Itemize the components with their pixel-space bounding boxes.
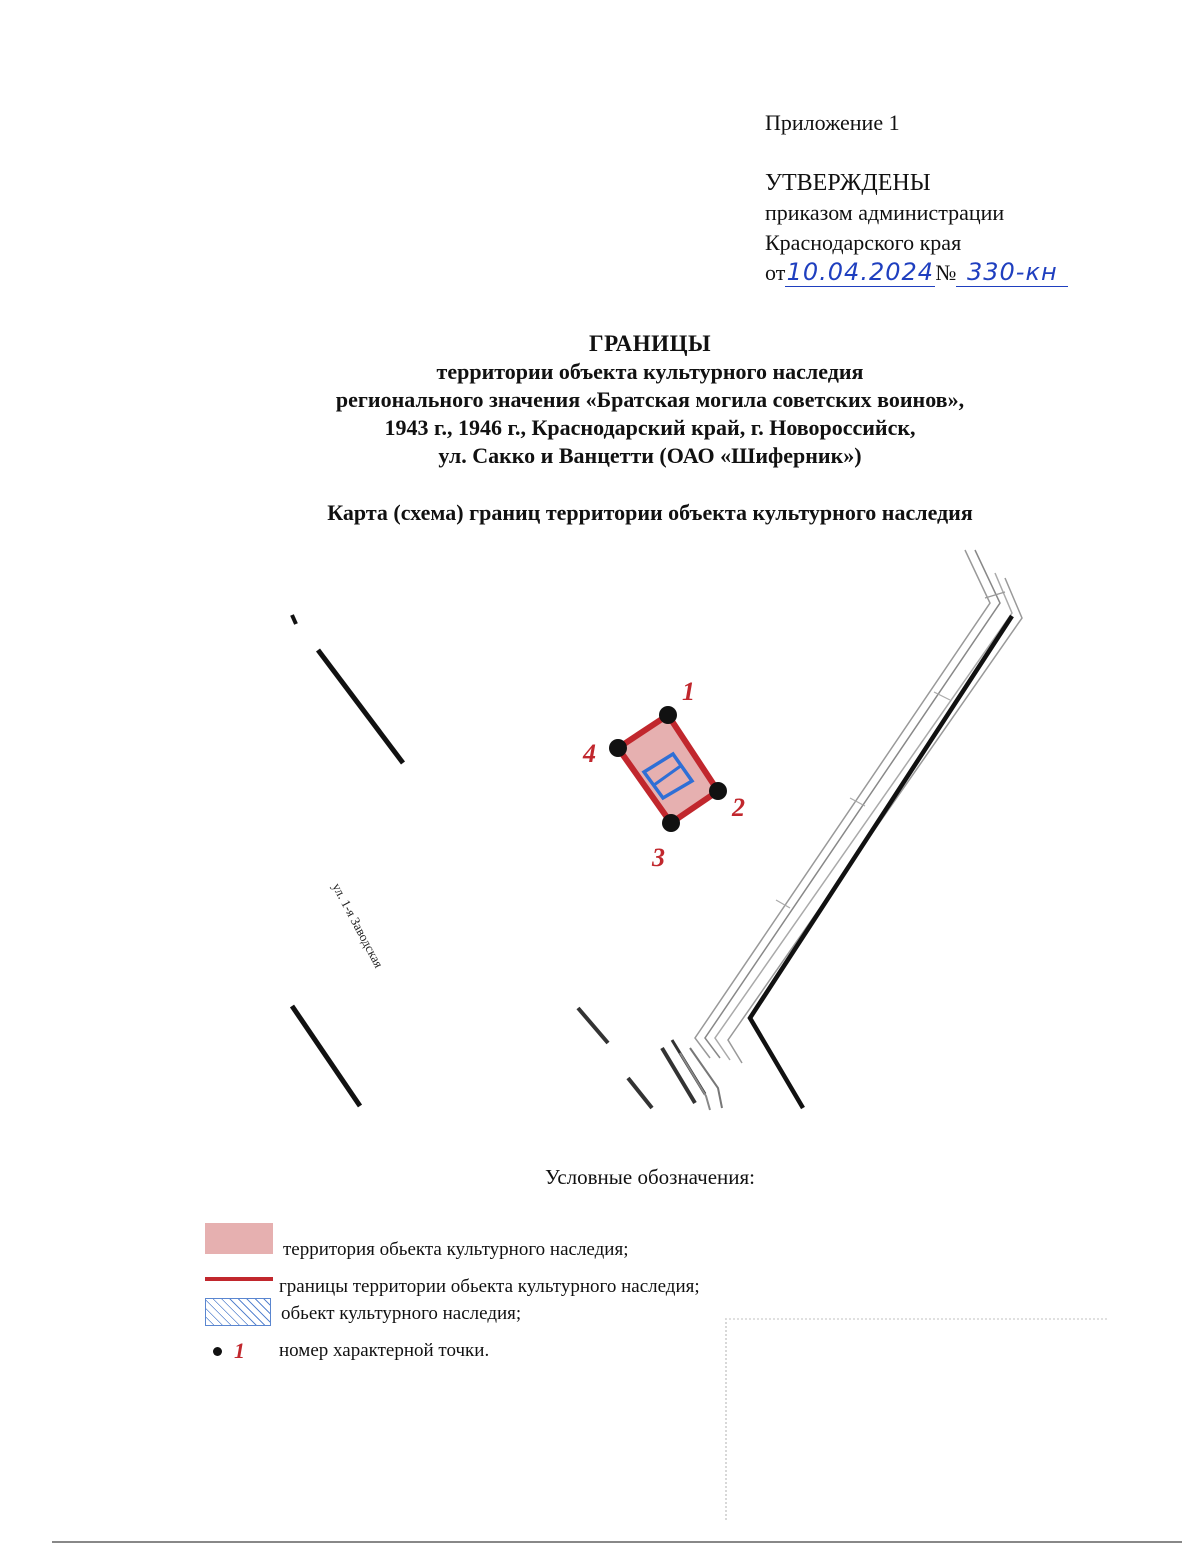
appendix-label: Приложение 1 bbox=[765, 110, 900, 135]
legend-object-label: обьект культурного наследия; bbox=[281, 1303, 522, 1324]
approval-date-number bbox=[765, 258, 1068, 288]
approval-date: 10.04.2024 bbox=[786, 258, 935, 286]
street-label: ул. 1-я Заводская bbox=[329, 880, 387, 971]
faint-stamp bbox=[725, 1318, 1107, 1520]
approval-block bbox=[765, 108, 1068, 288]
number-sign: № bbox=[935, 260, 957, 285]
approval-number: 330-кн bbox=[956, 258, 1068, 287]
map-caption: Карта (схема) границ территории объекта культурного наследия bbox=[327, 500, 973, 525]
boundary-point-4 bbox=[609, 739, 627, 757]
road bbox=[680, 550, 1022, 1110]
page-bottom-edge bbox=[52, 1541, 1182, 1543]
approval-line-1: приказом администрации bbox=[765, 200, 1005, 225]
legend-boundary bbox=[205, 1260, 700, 1298]
street-line-lower bbox=[292, 1006, 360, 1106]
point-label-4: 4 bbox=[583, 739, 596, 768]
point-dot-icon bbox=[213, 1347, 222, 1356]
street-line-upper bbox=[318, 650, 403, 763]
boundary-map bbox=[250, 548, 1030, 1113]
legend-territory-label: территория обьекта культурного наследия; bbox=[283, 1239, 629, 1260]
building-edge bbox=[662, 1048, 695, 1103]
legend-title: Условные обозначения: bbox=[544, 1165, 756, 1189]
boundary-swatch bbox=[205, 1277, 273, 1281]
territory-swatch bbox=[205, 1223, 273, 1254]
building-edge bbox=[628, 1078, 652, 1108]
boundary-point-3 bbox=[662, 814, 680, 832]
title-line-1: территории объекта культурного наследия bbox=[436, 359, 864, 384]
title-line-3: 1943 г., 1946 г., Краснодарский край, г. Новороссийск, bbox=[384, 415, 916, 440]
legend-object bbox=[205, 1298, 521, 1326]
title-line-4: ул. Сакко и Ванцетти (ОАО «Шиферник») bbox=[438, 443, 862, 468]
document-title bbox=[150, 330, 1150, 470]
title-line-2: регионального значения «Братская могила советских воинов», bbox=[335, 387, 965, 412]
legend-point bbox=[205, 1338, 489, 1364]
territory-polygon bbox=[618, 715, 718, 823]
legend-boundary-label: границы территории обьекта культурного наследия; bbox=[279, 1276, 700, 1297]
from-label: от bbox=[765, 260, 786, 285]
boundary-point-1 bbox=[659, 706, 677, 724]
title-heading: ГРАНИЦЫ bbox=[588, 331, 712, 356]
boundary-point-2 bbox=[709, 782, 727, 800]
street-line-fragment bbox=[292, 615, 296, 624]
approval-line-2: Краснодарского края bbox=[765, 230, 962, 255]
legend-point-label: номер характерной точки. bbox=[279, 1340, 490, 1361]
legend-territory bbox=[205, 1215, 628, 1261]
point-label-1: 1 bbox=[682, 677, 695, 706]
approved-label: УТВЕРЖДЕНЫ bbox=[765, 170, 931, 196]
point-label-2: 2 bbox=[732, 793, 745, 822]
point-label-3: 3 bbox=[652, 843, 665, 872]
building-edge bbox=[578, 1008, 608, 1043]
object-swatch bbox=[205, 1298, 271, 1326]
point-sample-number: 1 bbox=[234, 1338, 245, 1363]
